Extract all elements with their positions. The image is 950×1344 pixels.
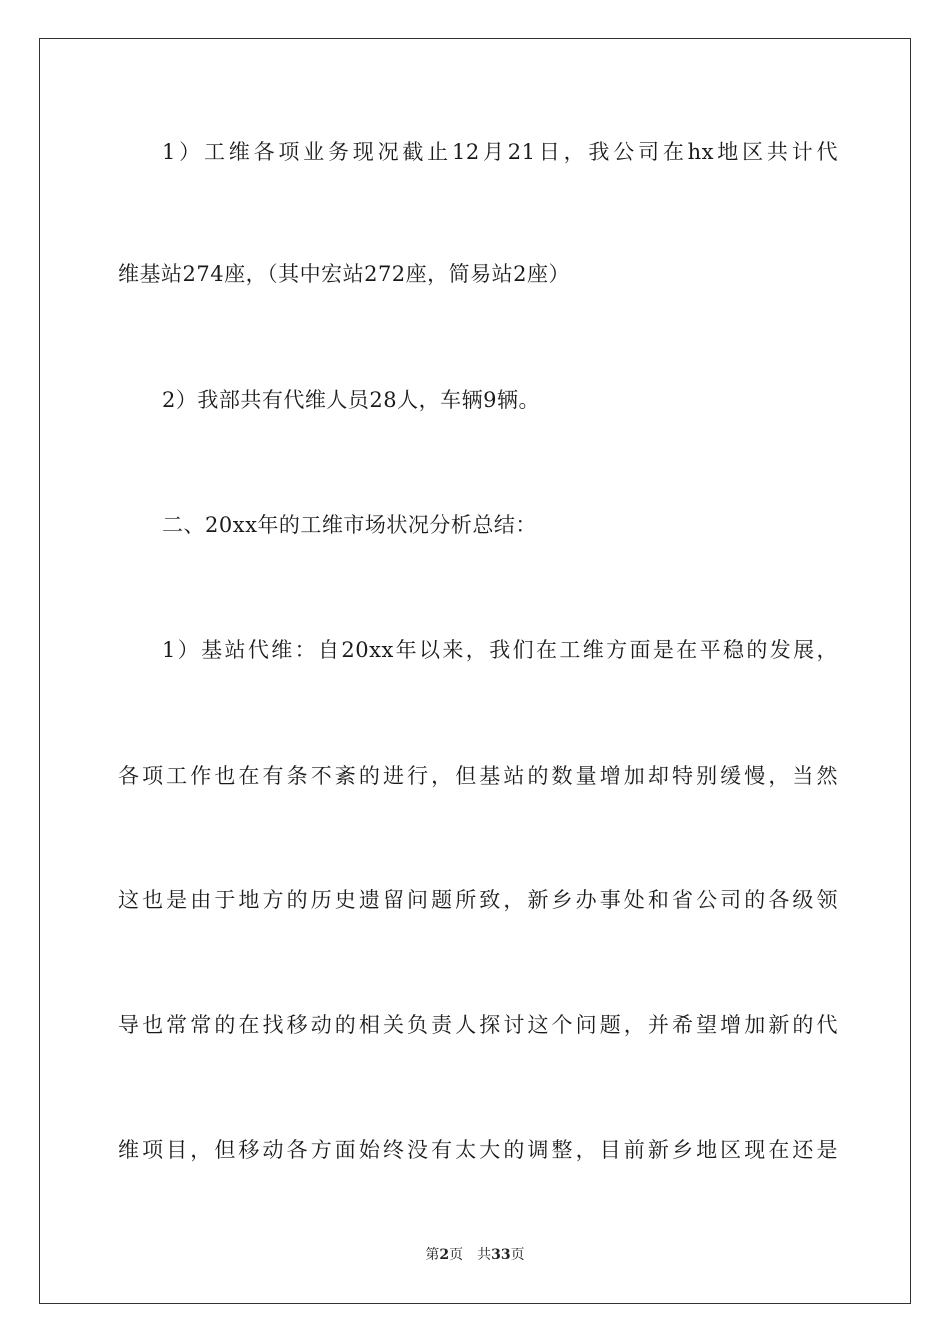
page-prefix: 第 <box>425 1247 440 1263</box>
paragraph-line: 1）基站代维：自20xx年以来，我们在工维方面是在平稳的发展， <box>162 638 838 662</box>
total-pages: 33 <box>491 1247 511 1263</box>
page-number: 2 <box>439 1247 450 1263</box>
paragraph-line: 1）工维各项业务现况截止12月21日，我公司在hx地区共计代 <box>162 140 838 164</box>
total-prefix: 共 <box>477 1247 492 1263</box>
paragraph-line: 2）我部共有代维人员28人，车辆9辆。 <box>162 388 540 412</box>
paragraph-line: 维基站274座，（其中宏站272座，简易站2座） <box>118 262 571 286</box>
paragraph-line: 维项目，但移动各方面始终没有太大的调整，目前新乡地区现在还是 <box>118 1138 838 1162</box>
page-border <box>39 38 911 1304</box>
paragraph-line: 这也是由于地方的历史遗留问题所致，新乡办事处和省公司的各级领 <box>118 888 838 912</box>
section-heading: 二、20xx年的工维市场状况分析总结： <box>162 513 537 537</box>
page-suffix: 页 <box>449 1247 464 1263</box>
paragraph-line: 导也常常的在找移动的相关负责人探讨这个问题，并希望增加新的代 <box>118 1013 838 1037</box>
paragraph-line: 各项工作也在有条不紊的进行，但基站的数量增加却特别缓慢，当然 <box>118 764 838 788</box>
total-suffix: 页 <box>510 1247 525 1263</box>
page-footer <box>0 1246 950 1264</box>
